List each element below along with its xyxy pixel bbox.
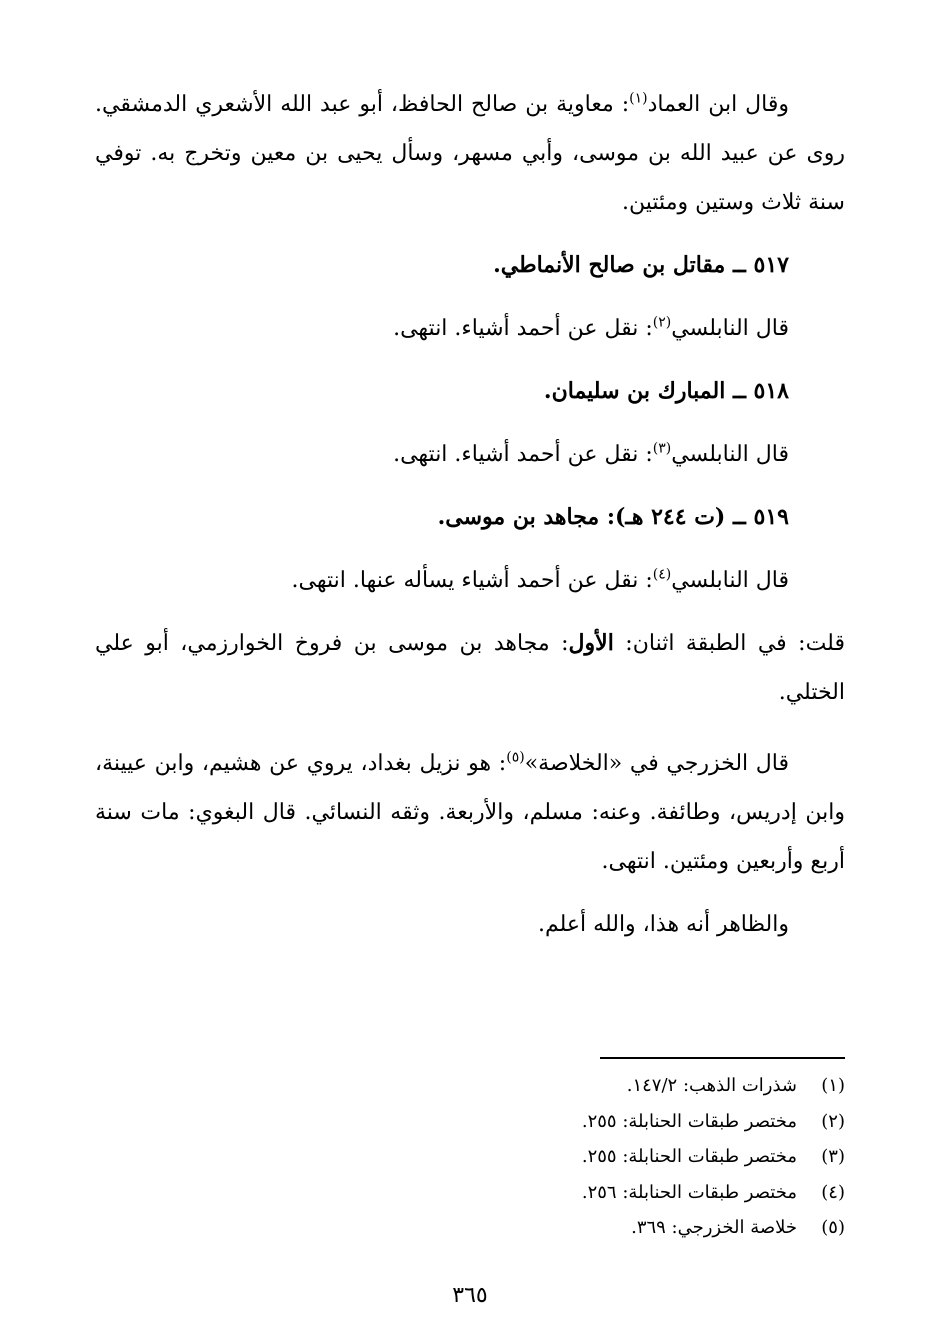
footnote-2 (300, 1104, 845, 1140)
footnote-1 (300, 1068, 845, 1104)
text-segment: قال الخزرجي في «الخلاصة» (524, 751, 790, 776)
footnote-3 (300, 1139, 845, 1175)
footnote-ref-5: (٥) (506, 749, 525, 766)
page-number: ٣٦٥ (452, 1283, 488, 1308)
entry-heading-519: ٥١٩ ــ (ت ٢٤٤ هـ): مجاهد بن موسى. (437, 504, 789, 530)
quote-nabulsi-519 (95, 556, 845, 605)
entry-heading-517: ٥١٧ ــ مقاتل بن صالح الأنماطي. (493, 252, 789, 278)
entry-heading-518: ٥١٨ ــ المبارك بن سليمان. (543, 378, 789, 404)
text-segment: : معاوية بن صالح الحافظ، أبو عبد الله الأشعري الدمشقي. روى عن عبيد الله بن موسى، وأبي مسهر، وسأل يحيى بن معين وتخرج به. توفي سنة ثلاث وستين ومئتين. (95, 92, 845, 215)
text-segment: : نقل عن أحمد أشياء. انتهى. (393, 316, 653, 341)
footnote-text: شذرات الذهب: ١٤٧/٢. (626, 1075, 797, 1096)
footnote-text: مختصر طبقات الحنابلة: ٢٥٥. (581, 1110, 797, 1132)
main-text (95, 80, 845, 949)
footnote-text: مختصر طبقات الحنابلة: ٢٥٦. (581, 1181, 797, 1203)
text-segment: قال النابلسي (671, 316, 789, 341)
footnote-ref-1: (١) (629, 90, 648, 107)
footnote-number: (٤) (821, 1181, 845, 1203)
quote-nabulsi-518 (95, 430, 845, 479)
paragraph-khazraji (95, 739, 845, 886)
footnotes (300, 1068, 845, 1246)
footnote-separator (600, 1057, 845, 1059)
footnote-number: (٣) (821, 1146, 845, 1167)
footnote-text: مختصر طبقات الحنابلة: ٢٥٥. (581, 1146, 797, 1167)
text-segment: قال النابلسي (671, 442, 789, 467)
text-segment: : نقل عن أحمد أشياء. انتهى. (393, 442, 653, 467)
paragraph-closing: والظاهر أنه هذا، والله أعلم. (538, 912, 789, 937)
footnote-number: (٢) (821, 1110, 845, 1132)
footnote-ref-4: (٤) (652, 566, 672, 583)
text-segment: : هو نزيل بغداد، يروي عن هشيم، وابن عيينة، وابن إدريس، وطائفة. وعنه: مسلم، والأربعة. وثقه النسائي. قال البغوي: مات سنة أربع وأربعين ومئتين. انتهى. (95, 751, 845, 874)
paragraph-ibn-al-imad (95, 80, 845, 227)
text-segment: وقال ابن العماد (647, 92, 789, 117)
footnote-number: (١) (821, 1075, 845, 1096)
text-segment: قلت: في الطبقة اثنان: (613, 631, 845, 656)
text-segment: : مجاهد بن موسى بن فروخ الخوارزمي، أبو علي الختلي. (95, 631, 845, 705)
quote-nabulsi-517 (95, 304, 845, 353)
text-segment: قال النابلسي (671, 568, 789, 593)
footnote-ref-2: (٢) (652, 314, 672, 331)
paragraph-qultu (95, 619, 845, 717)
text-segment: : نقل عن أحمد أشياء يسأله عنها. انتهى. (291, 568, 653, 593)
footnote-4 (300, 1175, 845, 1211)
bold-word-awwal: الأول (568, 630, 614, 656)
footnote-number: (٥) (821, 1217, 845, 1238)
footnote-ref-3: (٣) (652, 440, 672, 457)
footnote-5 (300, 1210, 845, 1246)
footnote-text: خلاصة الخزرجي: ٣٦٩. (631, 1217, 797, 1238)
